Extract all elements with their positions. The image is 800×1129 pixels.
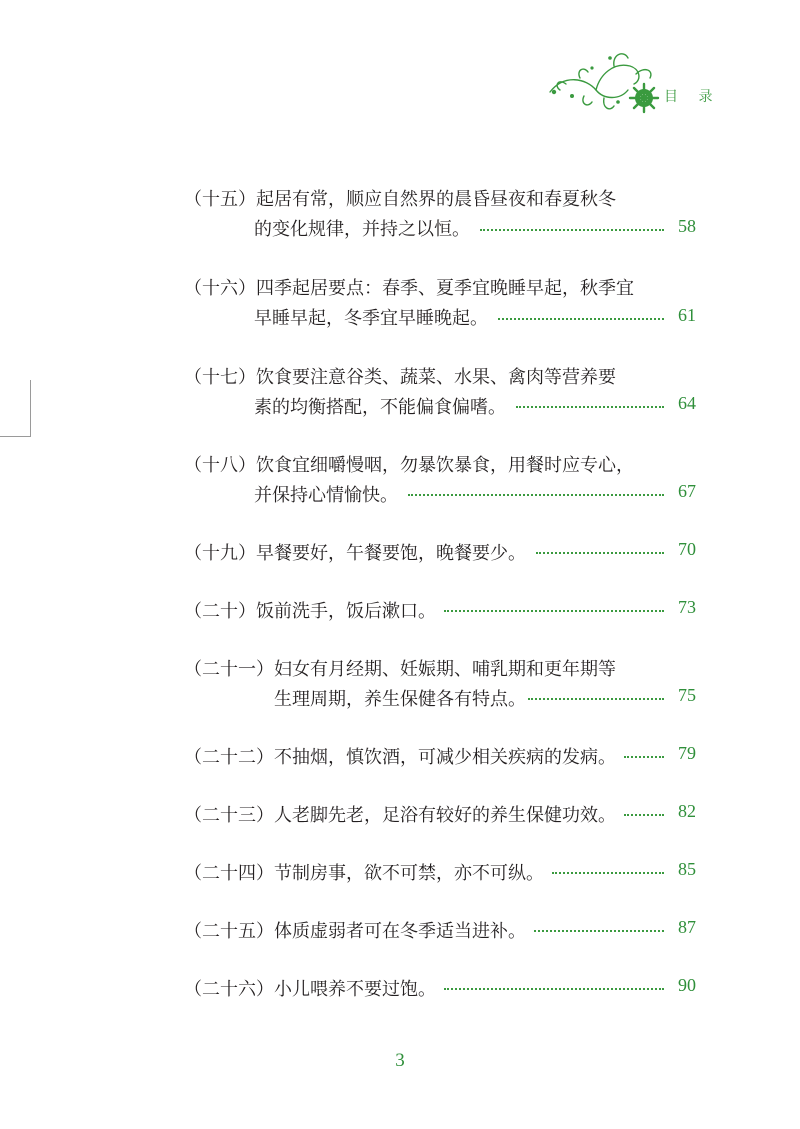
entry-number: （二十三） xyxy=(184,805,274,826)
entry-number: （十六） xyxy=(184,278,256,299)
entry-page-number[interactable]: 64 xyxy=(678,393,696,413)
toc-entry[interactable] xyxy=(184,801,616,831)
entry-page-number[interactable]: 73 xyxy=(678,597,696,617)
entry-title-continued: 生理周期，养生保健各有特点。 xyxy=(274,689,526,710)
dot-leader xyxy=(528,698,664,700)
entry-title: 小儿喂养不要过饱。 xyxy=(274,979,436,1000)
entry-title-continued: 早睡早起，冬季宜早睡晚起。 xyxy=(254,308,488,329)
toc-entry[interactable] xyxy=(184,539,526,569)
entry-page-number[interactable]: 82 xyxy=(678,801,696,821)
entry-number: （二十一） xyxy=(184,659,274,680)
entry-title: 四季起居要点：春季、夏季宜晚睡早起，秋季宜 xyxy=(256,278,634,299)
toc-entry[interactable] xyxy=(184,363,616,418)
entry-title: 人老脚先老，足浴有较好的养生保健功效。 xyxy=(274,805,616,826)
dot-leader xyxy=(624,814,664,816)
toc-entry[interactable] xyxy=(184,743,616,773)
toc-entry[interactable] xyxy=(184,185,616,240)
entry-page-number[interactable]: 70 xyxy=(678,539,696,559)
toc-entry[interactable] xyxy=(184,451,634,506)
entry-number: （二十） xyxy=(184,601,256,622)
toc-entry[interactable] xyxy=(184,597,436,627)
dot-leader xyxy=(498,318,664,320)
entry-page-number[interactable]: 61 xyxy=(678,305,696,325)
entry-page-number[interactable]: 67 xyxy=(678,481,696,501)
dot-leader xyxy=(480,229,664,231)
entry-title-continued: 的变化规律，并持之以恒。 xyxy=(254,219,470,240)
entry-number: （十八） xyxy=(184,455,256,476)
entry-number: （十九） xyxy=(184,543,256,564)
toc-entry[interactable] xyxy=(184,917,526,947)
entry-title: 早餐要好，午餐要饱，晚餐要少。 xyxy=(256,543,526,564)
dot-leader xyxy=(536,552,664,554)
toc-entry[interactable] xyxy=(184,859,544,889)
dot-leader xyxy=(552,872,664,874)
entry-title: 饮食宜细嚼慢咽，勿暴饮暴食，用餐时应专心， xyxy=(256,455,634,476)
entry-number: （二十四） xyxy=(184,863,274,884)
entry-title-continued: 并保持心情愉快。 xyxy=(254,485,398,506)
dot-leader xyxy=(624,756,664,758)
dot-leader xyxy=(444,988,664,990)
toc-header-title: 目 录 xyxy=(664,89,721,105)
entry-title: 体质虚弱者可在冬季适当进补。 xyxy=(274,921,526,942)
dot-leader xyxy=(408,494,664,496)
entry-title: 节制房事，欲不可禁，亦不可纵。 xyxy=(274,863,544,884)
entry-title: 妇女有月经期、妊娠期、哺乳期和更年期等 xyxy=(274,659,616,680)
entry-number: （二十五） xyxy=(184,921,274,942)
entry-title: 饮食要注意谷类、蔬菜、水果、禽肉等营养要 xyxy=(256,367,616,388)
entry-page-number[interactable]: 58 xyxy=(678,216,696,236)
entry-number: （十七） xyxy=(184,367,256,388)
entry-page-number[interactable]: 75 xyxy=(678,685,696,705)
entry-page-number[interactable]: 85 xyxy=(678,859,696,879)
entry-title: 起居有常，顺应自然界的晨昏昼夜和春夏秋冬 xyxy=(256,189,616,210)
entry-page-number[interactable]: 87 xyxy=(678,917,696,937)
entry-title-continued: 素的均衡搭配，不能偏食偏嗜。 xyxy=(254,397,506,418)
toc-entry[interactable] xyxy=(184,274,634,329)
dot-leader xyxy=(444,610,664,612)
entry-title: 饭前洗手，饭后漱口。 xyxy=(256,601,436,622)
entry-number: （十五） xyxy=(184,189,256,210)
toc-entry[interactable] xyxy=(184,975,436,1005)
toc-entry[interactable] xyxy=(184,655,616,710)
footer-page-number: 3 xyxy=(395,1050,405,1071)
dot-leader xyxy=(516,406,664,408)
entry-page-number[interactable]: 90 xyxy=(678,975,696,995)
entry-number: （二十六） xyxy=(184,979,274,1000)
entry-number: （二十二） xyxy=(184,747,274,768)
entry-title: 不抽烟，慎饮酒，可减少相关疾病的发病。 xyxy=(274,747,616,768)
dot-leader xyxy=(534,930,664,932)
entry-page-number[interactable]: 79 xyxy=(678,743,696,763)
